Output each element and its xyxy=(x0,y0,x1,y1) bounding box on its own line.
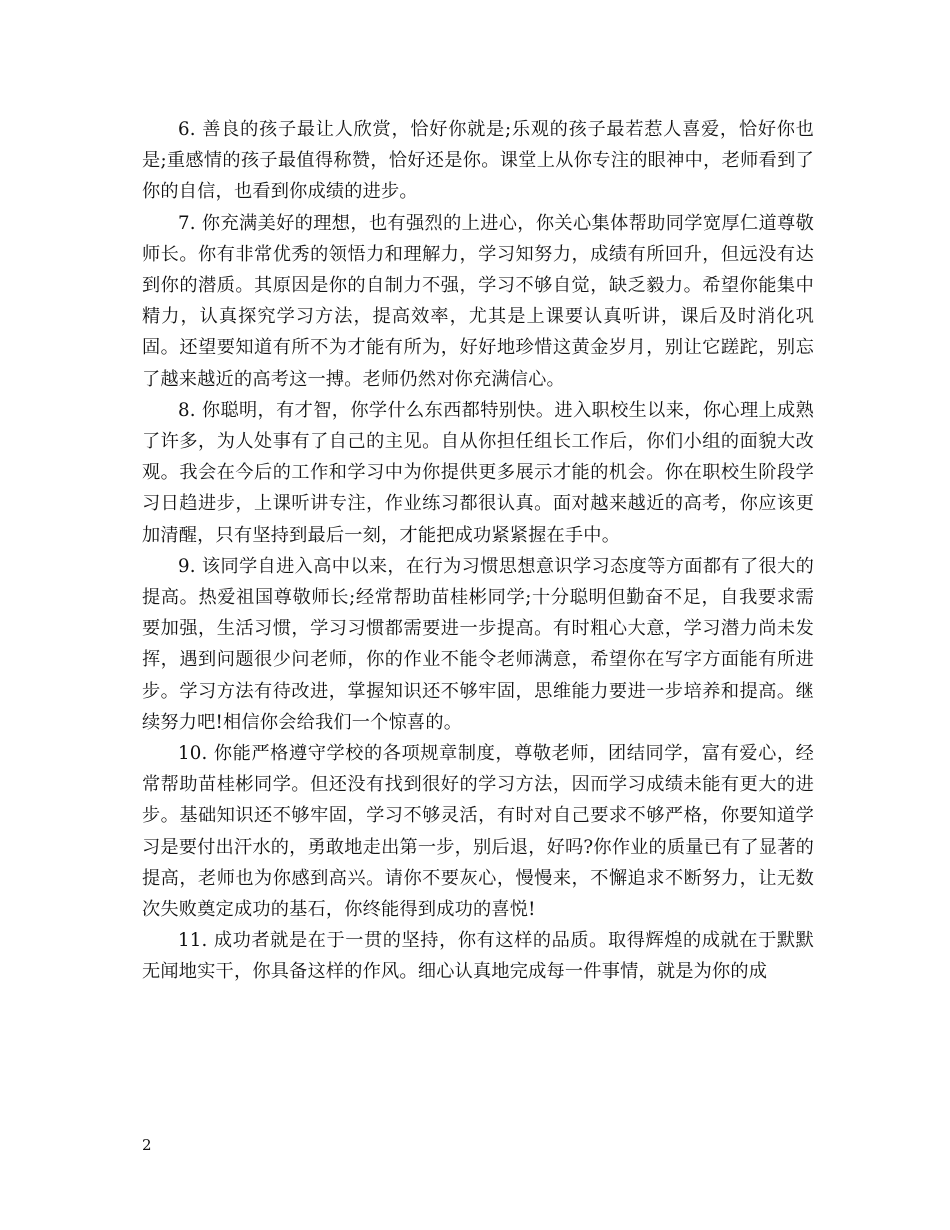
paragraph-10: 10. 你能严格遵守学校的各项规章制度，尊敬老师，团结同学，富有爱心，经常帮助苗桂彬同学。但还没有找到很好的学习方法，因而学习成绩未能有更大的进步。基础知识还不够牢固，学习不够灵活，有时对自己要求不够严格，你要知道学习是要付出汗水的，勇敢地走出第一步，别后退，好吗?你作业的质量已有了显著的提高，老师也为你感到高兴。请你不要灰心，慢慢来，不懈追求不断努力，让无数次失败奠定成功的基石，你终能得到成功的喜悦! xyxy=(142,743,814,921)
paragraph-7: 7. 你充满美好的理想，也有强烈的上进心，你关心集体帮助同学宽厚仁道尊敬师长。你有非常优秀的领悟力和理解力，学习知努力，成绩有所回升，但远没有达到你的潜质。其原因是你的自制力不强，学习不够自觉，缺乏毅力。希望你能集中精力，认真探究学习方法，提高效率，尤其是上课要认真听讲，课后及时消化巩固。还望要知道有所不为才能有所为，好好地珍惜这黄金岁月，别让它蹉跎，别忘了越来越近的高考这一搏。老师仍然对你充满信心。 xyxy=(142,212,814,390)
page-number: 2 xyxy=(142,1136,152,1154)
paragraph-6: 6. 善良的孩子最让人欣赏，恰好你就是;乐观的孩子最若惹人喜爱，恰好你也是;重感情的孩子最值得称赞，恰好还是你。课堂上从你专注的眼神中，老师看到了你的自信，也看到你成绩的进步。 xyxy=(142,119,814,203)
paragraph-11: 11. 成功者就是在于一贯的坚持，你有这样的品质。取得辉煌的成就在于默默无闻地实干，你具备这样的作风。细心认真地完成每一件事情，就是为你的成 xyxy=(142,930,814,983)
document-body xyxy=(142,114,814,988)
paragraph-8: 8. 你聪明，有才智，你学什么东西都特别快。进入职校生以来，你心理上成熟了许多，为人处事有了自己的主见。自从你担任组长工作后，你们小组的面貌大改观。我会在今后的工作和学习中为你提供更多展示才能的机会。你在职校生阶段学习日趋进步，上课听讲专注，作业练习都很认真。面对越来越近的高考，你应该更加清醒，只有坚持到最后一刻，才能把成功紧紧握在手中。 xyxy=(142,399,814,546)
paragraph-9: 9. 该同学自进入高中以来，在行为习惯思想意识学习态度等方面都有了很大的提高。热爱祖国尊敬师长;经常帮助苗桂彬同学;十分聪明但勤奋不足，自我要求需要加强，生活习惯，学习习惯都需要进一步提高。有时粗心大意，学习潜力尚未发挥，遇到问题很少问老师，你的作业不能令老师满意，希望你在写字方面能有所进步。学习方法有待改进，掌握知识还不够牢固，思维能力要进一步培养和提高。继续努力吧!相信你会给我们一个惊喜的。 xyxy=(142,555,814,733)
